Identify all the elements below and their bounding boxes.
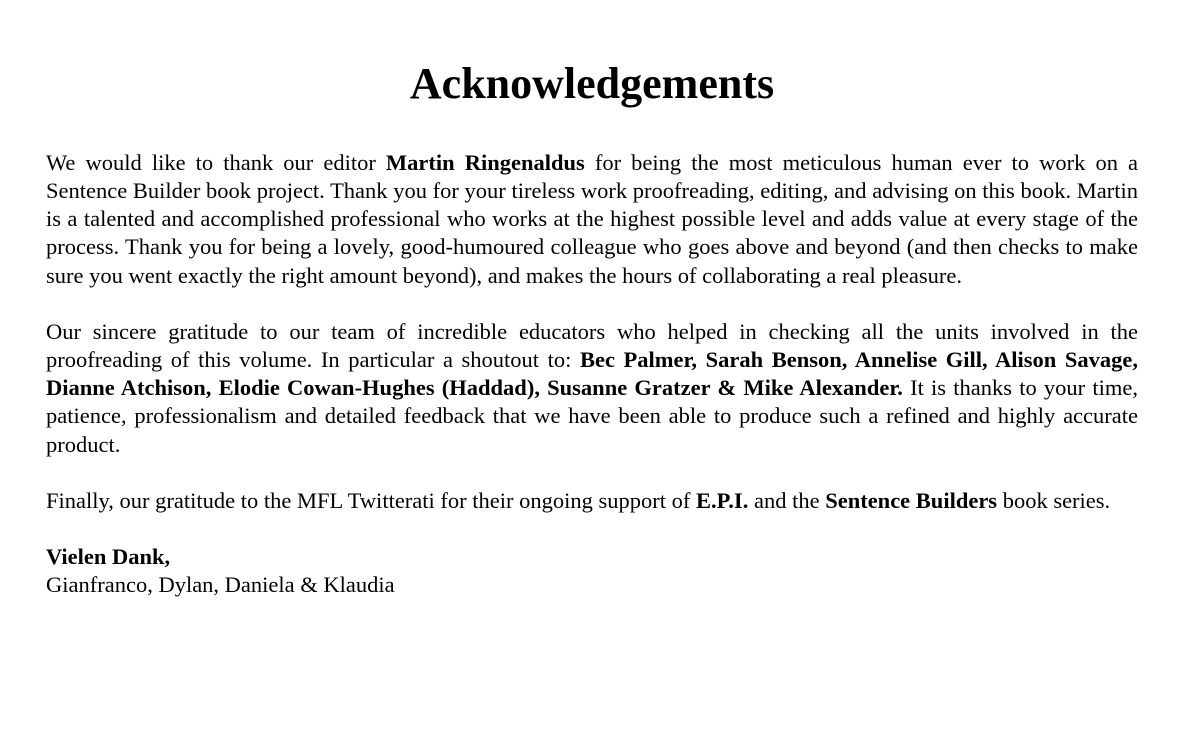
sign-off-text: Vielen Dank, <box>46 544 171 570</box>
series-name: Sentence Builders <box>825 487 998 513</box>
paragraph-editor-thanks <box>46 149 1138 290</box>
paragraph-text: Our sincere gratitude to our team of incredible educators who helped in checking all the units involved in the proofreading of this volume. In particular a shoutout to: <box>46 318 1138 373</box>
paragraph-twitterati-thanks <box>46 487 1138 515</box>
editor-name: Martin Ringenaldus <box>385 149 585 175</box>
paragraph-text: We would like to thank our editor <box>46 149 386 175</box>
educator-names: Bec Palmer, Sarah Benson, Annelise Gill, Alison Savage, Dianne Atchison, Elodie Cowan-Hughes (Haddad), Susanne Gratzer & Mike Alexander. <box>46 347 1138 401</box>
epi-name: E.P.I. <box>696 487 749 513</box>
paragraph-text: and the <box>748 487 826 513</box>
author-names: Gianfranco, Dylan, Daniela & Klaudia <box>46 572 395 598</box>
closing-block <box>46 543 1138 599</box>
paragraph-educators-thanks <box>46 318 1138 459</box>
paragraph-text: book series. <box>997 487 1111 513</box>
sign-off <box>46 543 1138 571</box>
document-page <box>46 58 1138 599</box>
paragraph-text: It is thanks to your time, patience, professionalism and detailed feedback that we have been able to produce such a refined and highly accurate product. <box>46 375 1138 457</box>
page-title: Acknowledgements <box>409 59 775 108</box>
paragraph-text: Finally, our gratitude to the MFL Twitterati for their ongoing support of <box>46 487 696 513</box>
paragraph-text: for being the most meticulous human ever to work on a Sentence Builder book project. Thank you for your tireless work proofreading, editing, and advising on this book. Martin is a talented and accomplished professional who works at the highest possible level and adds value at every stage of the process. Thank you for being a lovely, good-humoured colleague who goes above and beyond (and then checks to make sure you went exactly the right amount beyond), and makes the hours of collaborating a real pleasure. <box>46 149 1139 288</box>
